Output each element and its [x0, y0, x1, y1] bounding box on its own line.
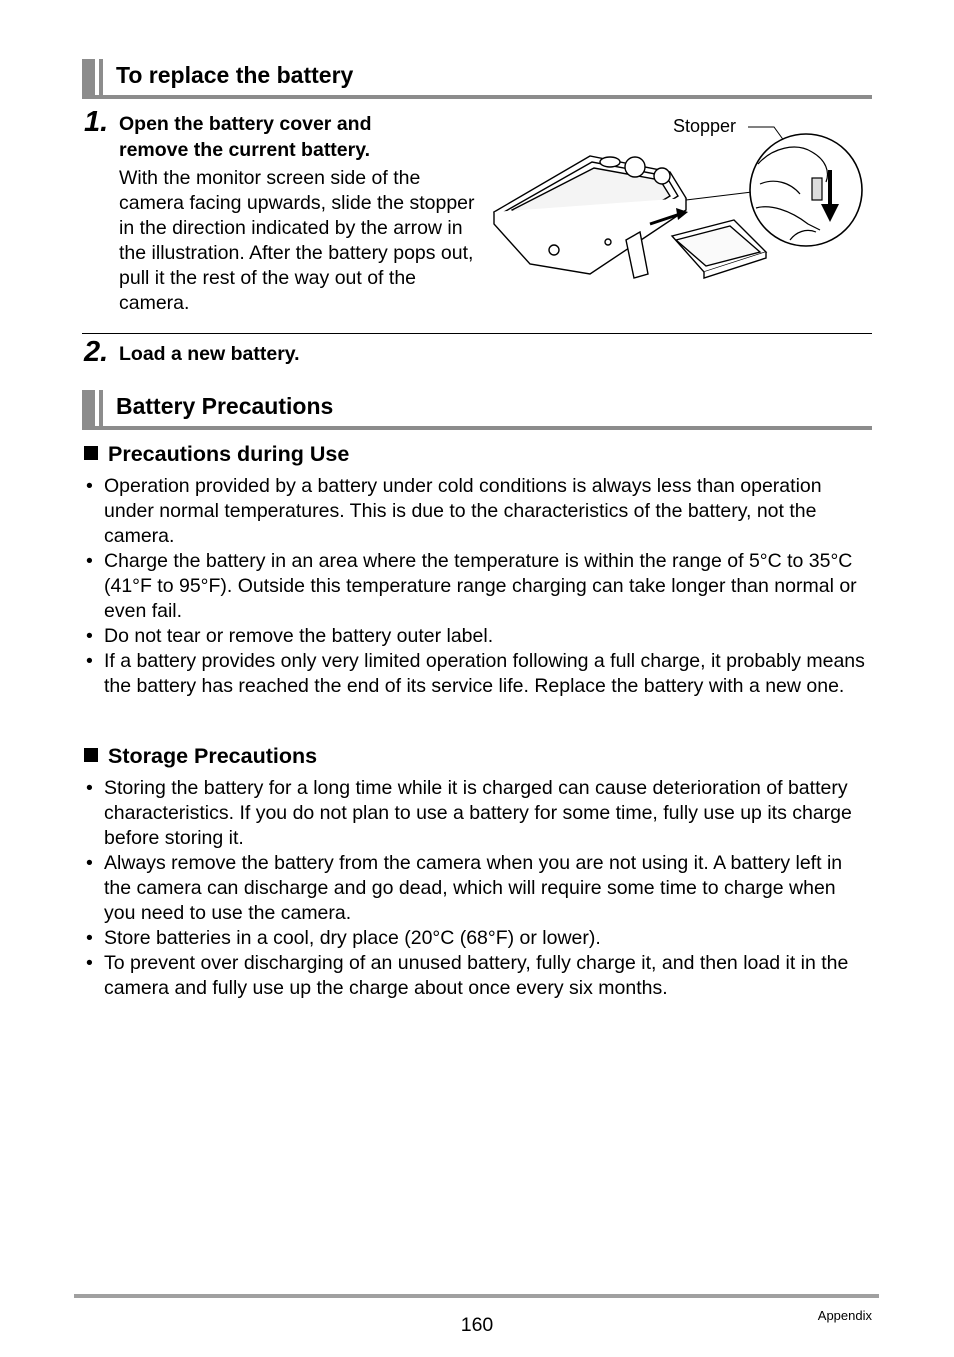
list-item: • Do not tear or remove the battery outer label.	[84, 624, 872, 649]
step-divider	[82, 333, 872, 334]
precautions-use-list	[84, 474, 872, 699]
storage-precautions-list	[84, 776, 872, 1001]
header-bar-accent	[82, 59, 95, 95]
section-title: Battery Precautions	[116, 393, 334, 419]
section-title: To replace the battery	[116, 62, 354, 88]
section-header-replace-battery	[82, 59, 872, 99]
step-body: With the monitor screen side of the camera facing upwards, slide the stopper in the direction indicated by the arrow in the illustration. After the battery pops out, pull it the rest of the way out of the camera.	[119, 167, 475, 314]
footer-section-label: Appendix	[817, 1308, 872, 1323]
header-bar-accent-thin	[99, 59, 103, 95]
subheading-text: Precautions during Use	[108, 442, 350, 466]
square-bullet-icon	[84, 446, 98, 460]
step-title: Load a new battery.	[119, 343, 300, 365]
stopper-label: Stopper	[673, 116, 737, 136]
list-item: • If a battery provides only very limited operation following a full charge, it probably means the battery has reached the end of its service life. Replace the battery with a new one.	[84, 649, 872, 699]
list-item: • To prevent over discharging of an unused battery, fully charge it, and then load it in the camera and fully use up the charge about once every six months.	[84, 951, 872, 1001]
step-number: 2.	[84, 336, 109, 368]
step-number: 1.	[84, 106, 109, 138]
footer-divider	[74, 1294, 879, 1298]
list-item: • Operation provided by a battery under cold conditions is always less than operation under normal temperatures. This is due to the characteristics of the battery, not the camera.	[84, 474, 872, 549]
header-bar-accent-thin	[99, 390, 103, 426]
list-item: • Store batteries in a cool, dry place (20°C (68°F) or lower).	[84, 926, 872, 951]
section-header-battery-precautions	[82, 390, 872, 430]
step-title: Open the battery cover and remove the current battery.	[119, 113, 372, 161]
battery-replacement-illustration	[490, 112, 870, 284]
square-bullet-icon	[84, 748, 98, 762]
subheading-storage-precautions	[84, 744, 317, 769]
list-item: • Charge the battery in an area where the temperature is within the range of 5°C to 35°C (41°F to 95°F). Outside this temperature range charging can take longer than normal or even fail.	[84, 549, 872, 624]
subheading-precautions-use	[84, 442, 349, 467]
header-bar-accent	[82, 390, 95, 426]
list-item: • Always remove the battery from the camera when you are not using it. A battery left in the camera can discharge and go dead, which will require some time to charge when you need to use the camera.	[84, 851, 872, 926]
page-number: 160	[460, 1314, 494, 1336]
subheading-text: Storage Precautions	[108, 744, 318, 768]
list-item: • Storing the battery for a long time while it is charged can cause deterioration of battery characteristics. If you do not plan to use a battery for some time, fully use up its charge before storing it.	[84, 776, 872, 851]
